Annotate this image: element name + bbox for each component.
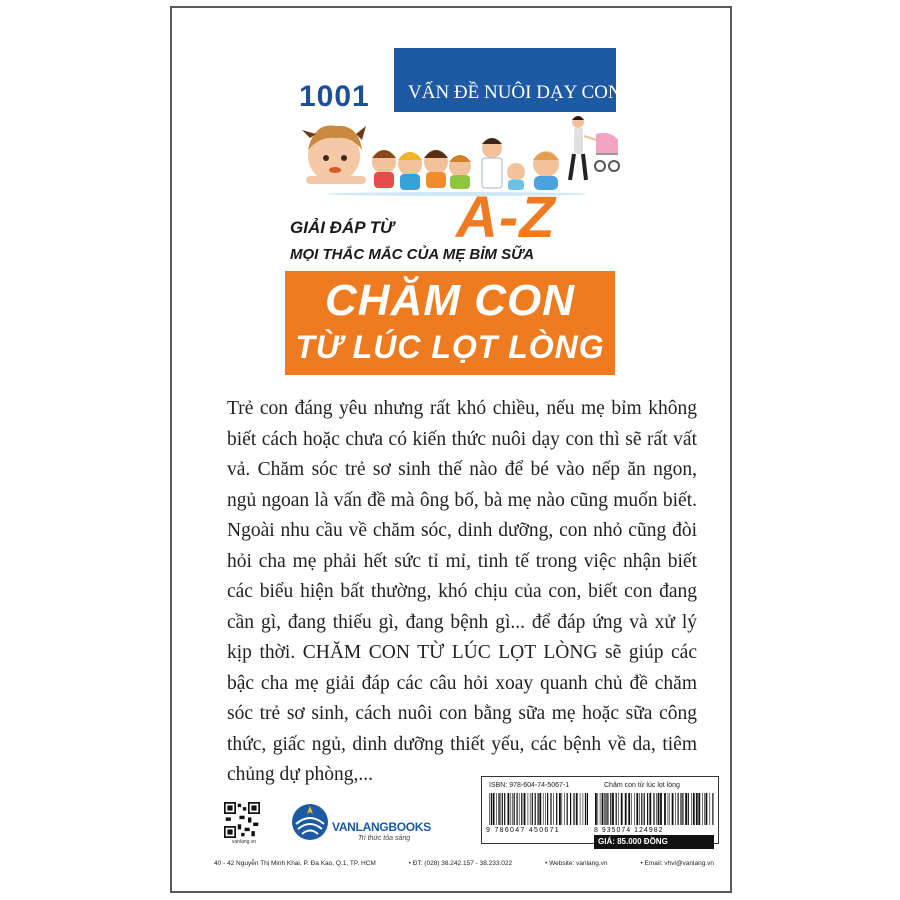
barcode-panel	[481, 776, 719, 844]
qr-caption: vanlang.vn	[231, 839, 257, 845]
headline-subtitle: MỌI THẮC MẮC CỦA MẸ BỈM SỮA	[290, 246, 535, 263]
product-barcode	[594, 793, 714, 825]
publisher-name: VANLANGBOOKS	[332, 820, 431, 834]
vanlang-logo-icon	[290, 802, 330, 846]
book-back-cover	[170, 6, 732, 893]
contact-email: • Email: vhvl@vanlang.vn	[640, 860, 714, 867]
book-description: Trẻ con đáng yêu nhưng rất khó chiều, nếu mẹ bỉm không biết cách hoặc chưa có kiến thức nuôi dạy con thì sẽ rất vất vả. Chăm sóc trẻ sơ sinh thế nào để bé vào nếp ăn ngon, ngủ ngoan là vấn đề mà ông bố, bà mẹ nào cũng muốn biết. Ngoài nhu cầu về chăm sóc, dinh dưỡng, con nhỏ cũng đòi hỏi cha mẹ phải hết sức tỉ mỉ, tinh tế trong việc nhận biết các biểu hiện bất thường, khó chịu của con, biết con đang cần gì, đang thiếu gì, đang bệnh gì... để đáp ứng và xử lý kịp thời. CHĂM CON TỪ LÚC LỌT LÒNG sẽ giúp các bậc cha mẹ giải đáp các câu hỏi xoay quanh chủ đề chăm sóc trẻ sơ sinh, cách nuôi con bằng sữa mẹ hoặc sữa công thức, giấc ngủ, dinh dưỡng thiết yếu, các bệnh về da, tiêm chủng dự phòng,...	[227, 398, 697, 785]
isbn-barcode	[488, 793, 588, 825]
isbn-barcode-number: 9 786047 450671	[486, 827, 560, 834]
isbn-text: ISBN: 978-604-74-5067-1	[489, 782, 570, 789]
headline-prefix: GIẢI ĐÁP TỪ	[290, 218, 394, 237]
book-title-line1: CHĂM CON	[325, 276, 575, 325]
barcode-book-name: Chăm con từ lúc lọt lòng	[604, 782, 680, 789]
publisher-slogan: Tri thức tỏa sáng	[358, 835, 411, 842]
qr-code	[224, 802, 260, 838]
book-title-line2: TỪ LÚC LỌT LÒNG	[295, 329, 605, 365]
series-number: 1001	[299, 80, 370, 113]
price-label: GIÁ: 85.000 ĐỒNG	[594, 835, 714, 849]
book-title-box	[285, 271, 615, 375]
contact-phone: • ĐT: (028) 38.242.157 - 38.233.022	[408, 860, 513, 867]
headline-az: A-Z	[456, 185, 556, 250]
contact-info	[214, 860, 714, 867]
contact-address: 40 - 42 Nguyễn Thị Minh Khai, P. Đa Kao, Q.1, TP. HCM	[214, 860, 376, 867]
contact-website: • Website: vanlang.vn	[545, 860, 608, 867]
series-banner	[394, 48, 622, 112]
product-barcode-number: 8 935074 124982	[594, 827, 664, 834]
series-title: VẤN ĐỀ NUÔI DẠY CON	[408, 82, 622, 103]
